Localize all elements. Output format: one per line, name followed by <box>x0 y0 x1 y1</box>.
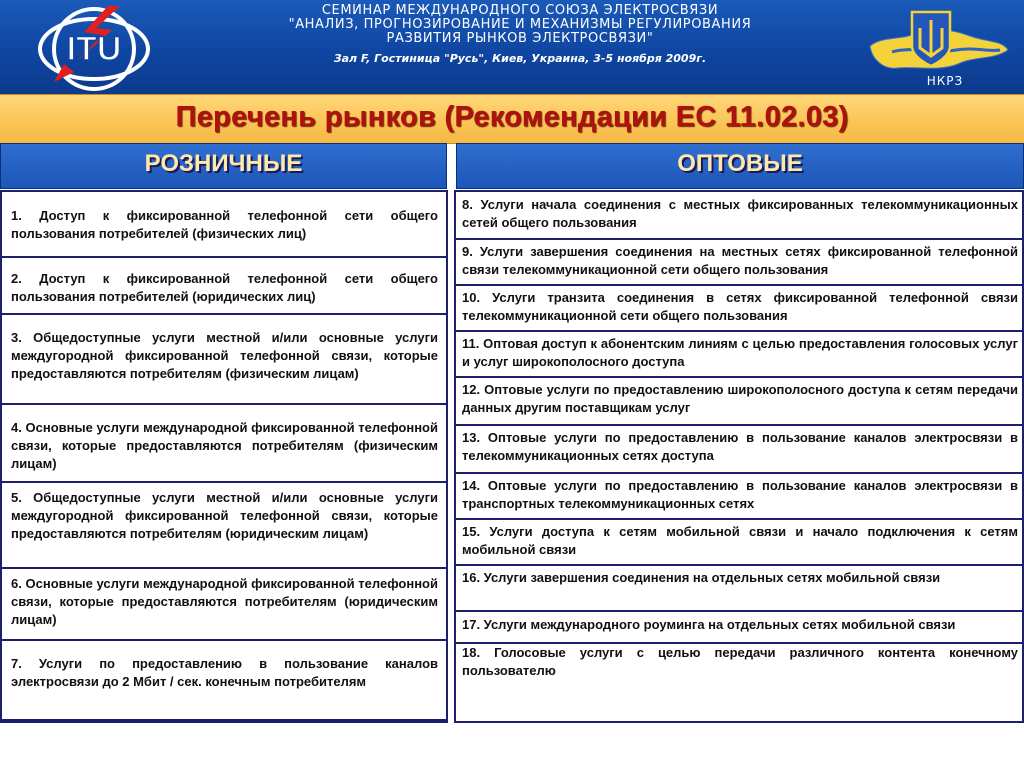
itu-logo-icon <box>24 2 164 92</box>
list-item: 2. Доступ к фиксированной телефонной сети общего пользования потребителей (юридических лиц) <box>2 258 446 315</box>
list-item: 10. Услуги транзита соединения в сетях фиксированной телефонной связи телекоммуникационной сети общего пользования <box>456 286 1022 332</box>
seminar-line-1: СЕМИНАР МЕЖДУНАРОДНОГО СОЮЗА ЭЛЕКТРОСВЯЗИ <box>321 3 719 18</box>
list-item: 16. Услуги завершения соединения на отдельных сетях мобильной связи <box>456 566 1022 612</box>
list-item: 6. Основные услуги международной фиксированной телефонной связи, которые предоставляются потребителям (юридическим лицам) <box>2 569 446 641</box>
list-item: 4. Основные услуги международной фиксированной телефонной связи, которые предоставляются потребителям (физическим лицам) <box>2 405 446 483</box>
header-banner <box>0 0 1024 94</box>
list-item: 15. Услуги доступа к сетям мобильной связи и начало подключения к сетям мобильной связи <box>456 520 1022 566</box>
retail-column-label: РОЗНИЧНЫЕ <box>144 150 303 177</box>
regulator-label: НКРЗ <box>926 74 964 88</box>
title-bar <box>0 94 1024 144</box>
list-item: 1. Доступ к фиксированной телефонной сети общего пользования потребителей (физических лиц) <box>2 202 446 258</box>
list-item: 13. Оптовые услуги по предоставлению в пользование каналов электросвязи в телекоммуникационных сетях доступа <box>456 426 1022 474</box>
list-item: 14. Оптовые услуги по предоставлению в пользование каналов электросвязи в транспортных телекоммуникационных сетях <box>456 474 1022 520</box>
seminar-line-3: РАЗВИТИЯ РЫНКОВ ЭЛЕКТРОСВЯЗИ" <box>386 31 654 46</box>
wholesale-column-label: ОПТОВЫЕ <box>677 150 803 177</box>
list-item: 11. Оптовая доступ к абонентским линиям с целью предоставления голосовых услуг и услуг широкополосного доступа <box>456 332 1022 378</box>
seminar-info <box>190 4 850 65</box>
seminar-line-2: "АНАЛИЗ, ПРОГНОЗИРОВАНИЕ И МЕХАНИЗМЫ РЕГУЛИРОВАНИЯ <box>288 17 752 32</box>
wholesale-markets-list <box>454 190 1024 723</box>
list-item: 8. Услуги начала соединения с местных фиксированных телекоммуникационных сетей общего пользования <box>456 194 1022 240</box>
list-item: 7. Услуги по предоставлению в пользование каналов электросвязи до 2 Мбит / сек. конечным потребителям <box>2 641 446 721</box>
list-item: 17. Услуги международного роуминга на отдельных сетях мобильной связи <box>456 612 1022 644</box>
list-item: 3. Общедоступные услуги местной и/или основные услуги междугородной фиксированной телефонной связи, которые предоставляются потребителям (физическим лицам) <box>2 315 446 405</box>
list-item: 5. Общедоступные услуги местной и/или основные услуги междугородной фиксированной телефонной связи, которые предоставляются потребителям (юридическим лицам) <box>2 483 446 569</box>
retail-markets-list <box>0 190 448 723</box>
list-item: 9. Услуги завершения соединения на местных сетях фиксированной телефонной связи телекоммуникационной сети общего пользования <box>456 240 1022 286</box>
ukraine-emblem-icon <box>862 6 1012 78</box>
wholesale-column-header <box>456 143 1024 189</box>
svg-text:ITU: ITU <box>66 30 122 68</box>
retail-column-header <box>0 143 447 189</box>
list-item: 12. Оптовые услуги по предоставлению широкополосного доступа к сетям передачи данных другим поставщикам услуг <box>456 378 1022 426</box>
page-title: Перечень рынков (Рекомендации ЕС 11.02.03) <box>175 101 849 133</box>
seminar-venue: Зал F, Гостиница "Русь", Киев, Украина, 3-5 ноября 2009г. <box>333 52 707 65</box>
list-item: 18. Голосовые услуги с целью передачи различного контента конечному пользователю <box>456 644 1022 723</box>
